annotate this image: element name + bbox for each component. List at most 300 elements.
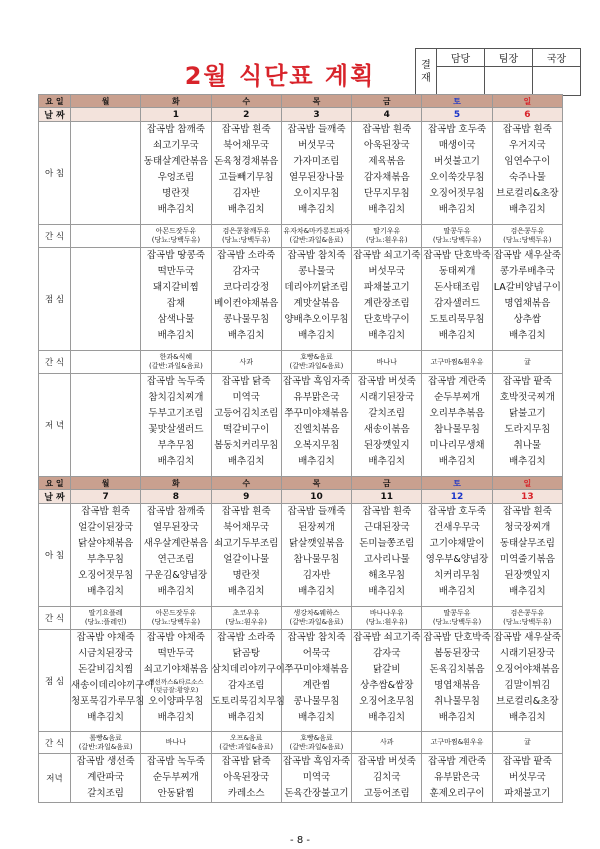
- menu-item: 건새우무국: [434, 522, 480, 533]
- menu-item: (갈반:과일&음료): [148, 362, 203, 370]
- approval-signature[interactable]: [485, 67, 533, 96]
- date-row: [39, 490, 563, 504]
- menu-item: 감자샐러드: [434, 298, 480, 309]
- menu-item: 고들빼기무침: [218, 172, 274, 183]
- menu-item: 부추무침: [157, 440, 195, 451]
- menu-item: 유자차&마카롱트파자: [283, 227, 350, 235]
- lunch-cell: [492, 248, 562, 351]
- menu-item: 삼치데리야끼구이: [211, 664, 285, 675]
- date-cell: [71, 108, 141, 122]
- menu-item: 우거지국: [508, 140, 546, 151]
- menu-item: (갈반:과일&음료): [289, 236, 344, 244]
- dinner-cell: [492, 374, 562, 477]
- snack1-cell: [281, 225, 351, 248]
- menu-item: 데리야끼닭조림: [284, 282, 349, 293]
- breakfast-cell: [492, 504, 562, 607]
- menu-item: 잡곡밥 흰죽: [221, 506, 271, 517]
- menu-item: 바나나우유: [369, 609, 404, 617]
- menu-item: 해초무침: [368, 570, 406, 581]
- menu-item: 호박젓국찌개: [499, 392, 555, 403]
- menu-item: 배추김치: [157, 586, 195, 597]
- dinner-cell: [352, 374, 422, 477]
- menu-item: 배추김치: [368, 204, 406, 215]
- menu-item: (당뇨:당백두유): [503, 236, 552, 244]
- snack2-cell: [422, 732, 492, 754]
- menu-item: 카레소스: [227, 788, 265, 799]
- menu-item: 잡곡밥 소라죽: [217, 632, 276, 643]
- menu-item: 돈갈비김치찜: [78, 664, 134, 675]
- snack2-cell: [211, 732, 281, 754]
- weekday-cell: 금: [352, 477, 422, 490]
- menu-item: (갈반:과일&음료): [289, 742, 344, 751]
- menu-item: 호빵&음료: [300, 353, 333, 361]
- dinner-cell: [422, 374, 492, 477]
- menu-item: 양배추오이무침: [284, 314, 349, 325]
- menu-item: 단무지무침: [363, 188, 410, 199]
- menu-item: 잡곡밥 버섯죽: [357, 756, 416, 767]
- menu-item: 배추김치: [368, 712, 406, 723]
- approval-signature[interactable]: [533, 67, 581, 96]
- menu-item: 배추김치: [298, 204, 335, 215]
- menu-item: 오복지무침: [293, 440, 340, 451]
- snack2-cell: [422, 351, 492, 374]
- snack1-cell: [211, 225, 281, 248]
- dinner-cell: [281, 754, 351, 803]
- breakfast-cell: [141, 504, 211, 607]
- menu-item: 배추김치: [87, 586, 124, 597]
- menu-item: 명란젓: [232, 570, 260, 581]
- breakfast-cell: [211, 504, 281, 607]
- menu-item: 바나나: [165, 738, 187, 746]
- menu-item: 버섯불고기: [434, 156, 480, 167]
- lunch-row: [39, 630, 563, 732]
- snack2-cell: [141, 351, 211, 374]
- snack1-label: 간 식: [39, 225, 71, 248]
- menu-item: 닭곰탕: [232, 648, 260, 659]
- menu-item: 귤: [523, 738, 531, 746]
- dinner-cell: [71, 754, 141, 803]
- menu-item: 숙주나물: [508, 172, 546, 183]
- weekday-cell: 일: [492, 95, 562, 108]
- menu-item: 배추김치: [438, 204, 476, 215]
- snack1-cell: [352, 607, 422, 630]
- menu-item: 콩나물무침: [293, 696, 340, 707]
- menu-item: 잡곡밥 흰죽: [81, 506, 131, 517]
- snack2-cell: [141, 732, 211, 754]
- menu-item: 미나리무생채: [429, 440, 485, 451]
- menu-item: 명란젓: [162, 188, 190, 199]
- menu-item: (갈반:과일&음료): [289, 618, 344, 626]
- breakfast-cell: [71, 504, 141, 607]
- menu-item: 김치국: [373, 772, 401, 783]
- menu-item: 영우부&양념장: [425, 554, 489, 565]
- menu-item: 김말이튀김: [504, 680, 551, 691]
- menu-item: (당뇨:당백두유): [432, 618, 482, 626]
- snack2-cell: [211, 351, 281, 374]
- snack1-cell: [71, 607, 141, 630]
- breakfast-row: [39, 504, 563, 607]
- menu-item: (당뇨:플레인): [84, 618, 127, 626]
- menu-item: 배추김치: [227, 204, 265, 215]
- menu-item: 잡곡밥 닭죽: [221, 376, 271, 387]
- date-label: 날 짜: [39, 490, 71, 504]
- menu-item: 동태살무조림: [499, 538, 555, 549]
- menu-item: 콩나물국: [298, 266, 335, 277]
- menu-item: 임연수구이: [504, 156, 551, 167]
- menu-item: 배추김치: [508, 586, 546, 597]
- menu-item: 호빵&음료: [300, 733, 333, 742]
- menu-item: 오프&음료: [229, 733, 263, 742]
- page-title: 2월 식단표 계획: [184, 62, 376, 90]
- menu-item: 참치김치찌개: [148, 392, 204, 403]
- menu-item: 배추김치: [298, 330, 335, 341]
- menu-item: 계란파국: [87, 772, 124, 783]
- breakfast-cell: [492, 122, 562, 225]
- menu-item: 배추김치: [368, 330, 406, 341]
- snack1-label: 간 식: [39, 607, 71, 630]
- menu-item: 도토리묵김치무침: [211, 696, 285, 707]
- menu-item: 새송이데리야끼구이: [71, 680, 154, 691]
- menu-item: 잡곡밥 호두죽: [428, 506, 487, 517]
- snack2-cell: [492, 732, 562, 754]
- menu-item: 버섯무국: [298, 140, 335, 151]
- menu-item: (당뇨:당백두유): [151, 236, 201, 244]
- menu-item: 돈미늘쫑조림: [359, 538, 415, 549]
- menu-item: 아몬드잣두유: [155, 227, 197, 235]
- menu-item: 청국장찌개: [504, 522, 551, 533]
- menu-item: 잡곡밥 새우살죽: [493, 250, 561, 261]
- menu-item: 잡곡밥 녹두죽: [146, 756, 205, 767]
- menu-item: 잡곡밥 들깨죽: [287, 124, 346, 135]
- snack2-cell: [352, 732, 422, 754]
- menu-item: 명엽채볶음: [434, 680, 480, 691]
- menu-item: 감자채볶음: [363, 172, 410, 183]
- dinner-cell: [211, 754, 281, 803]
- menu-item: 연근조림: [157, 554, 195, 565]
- dinner-label: 저 녁: [39, 374, 71, 477]
- menu-item: 귤: [523, 357, 531, 366]
- menu-item: 취나물무침: [434, 696, 480, 707]
- menu-item: 아욱된장국: [363, 140, 410, 151]
- menu-item: 브로컬리&초장: [496, 696, 559, 707]
- snack2-row: [39, 732, 563, 754]
- date-cell: 2: [211, 108, 281, 122]
- breakfast-cell: [71, 122, 141, 225]
- dinner-cell: [71, 374, 141, 477]
- lunch-cell: [281, 248, 351, 351]
- menu-item: 잡곡밥 참깨죽: [146, 124, 205, 135]
- date-cell: 12: [422, 490, 492, 504]
- weekday-cell: 수: [211, 95, 281, 108]
- breakfast-cell: [281, 504, 351, 607]
- menu-item: 갈치조림: [368, 408, 406, 419]
- menu-item: 시래기된장국: [499, 648, 555, 659]
- lunch-cell: [141, 630, 211, 732]
- lunch-cell: [422, 630, 492, 732]
- menu-item: 도토리묵무침: [429, 314, 485, 325]
- menu-item: 배추김치: [368, 586, 406, 597]
- menu-item: 딸기우유: [373, 227, 401, 235]
- menu-item: 코다리강정: [223, 282, 270, 293]
- menu-item: 참나물무침: [293, 554, 340, 565]
- menu-item: 바나나: [376, 357, 397, 366]
- menu-item: 잡곡밥 들깨죽: [287, 506, 346, 517]
- weekday-row: [39, 477, 563, 490]
- menu-item: 잡곡밥 땅콩죽: [146, 250, 205, 261]
- menu-item: 오징어야채볶음: [495, 664, 560, 675]
- menu-item: 도라지무침: [504, 424, 551, 435]
- dinner-row: [39, 374, 563, 477]
- approval-signature[interactable]: [437, 67, 485, 96]
- menu-item: 감자국: [373, 648, 401, 659]
- menu-item: 잡곡밥 흰죽: [221, 124, 271, 135]
- menu-item: 배추김치: [87, 712, 124, 723]
- menu-item: 상추쌈: [513, 314, 542, 325]
- menu-item: 잡곡밥 참깨죽: [146, 506, 205, 517]
- snack2-cell: [352, 351, 422, 374]
- menu-item: (갈반:과일&음료): [78, 742, 133, 751]
- menu-item: (당뇨:당백두유): [432, 236, 482, 244]
- menu-item: 검은콩참깨두유: [222, 227, 270, 235]
- menu-item: 가자미조림: [293, 156, 340, 167]
- menu-item: 잡곡밥 생선죽: [76, 756, 135, 767]
- weekday-cell: 월: [71, 477, 141, 490]
- date-row: [39, 108, 563, 122]
- snack1-cell: [492, 607, 562, 630]
- menu-item: 떡만두국: [157, 648, 195, 659]
- menu-item: 배추김치: [157, 456, 195, 467]
- menu-item: 고등어김치조림: [214, 408, 279, 419]
- menu-item: 얼갈이나물: [223, 554, 270, 565]
- snack1-cell: [492, 225, 562, 248]
- lunch-label: 점 심: [39, 630, 71, 732]
- snack1-cell: [422, 607, 492, 630]
- dinner-cell: [492, 754, 562, 803]
- menu-item: 버섯무국: [368, 266, 406, 277]
- menu-item: 봄동치커리무침: [214, 440, 279, 451]
- menu-item: 쇠고기야채볶음: [143, 664, 209, 675]
- breakfast-cell: [422, 504, 492, 607]
- menu-item: 매생이국: [438, 140, 476, 151]
- menu-item: 훈제오리구이: [429, 788, 485, 799]
- menu-item: 잡곡밥 버섯죽: [357, 376, 416, 387]
- menu-item: 고구마찜&흰우유: [430, 357, 484, 366]
- breakfast-cell: [352, 122, 422, 225]
- menu-item: 배추김치: [298, 456, 335, 467]
- menu-item: 두부고기조림: [148, 408, 204, 419]
- menu-item: 검은콩두유: [510, 609, 545, 617]
- snack1-row: [39, 607, 563, 630]
- menu-item: 잡곡밥 흰죽: [362, 124, 412, 135]
- snack1-cell: [422, 225, 492, 248]
- menu-item: 베이컨야채볶음: [214, 298, 279, 309]
- weekday-cell: 월: [71, 95, 141, 108]
- weekday-cell: 일: [492, 477, 562, 490]
- menu-item: 잡곡밥 단호박죽: [423, 250, 491, 261]
- menu-item: 배추김치: [298, 712, 335, 723]
- menu-item: 잡곡밥 계란죽: [428, 756, 487, 767]
- menu-item: 잡곡밥 계란죽: [428, 376, 487, 387]
- menu-item: 쭈꾸미야채볶음: [284, 664, 349, 675]
- menu-item: 잡곡밥 녹두죽: [146, 376, 205, 387]
- approval-label: 결재: [416, 49, 437, 96]
- menu-item: 배추김치: [227, 586, 265, 597]
- menu-item: 생강차&웨하스: [293, 609, 340, 617]
- menu-item: 오이양파무침: [148, 696, 204, 707]
- menu-item: (당뇨:당백두유): [503, 618, 552, 626]
- dinner-cell: [211, 374, 281, 477]
- breakfast-cell: [352, 504, 422, 607]
- lunch-cell: [281, 630, 351, 732]
- menu-item: 잡곡밥 흰죽: [502, 124, 552, 135]
- menu-item: 된장깻잎지: [504, 570, 551, 581]
- menu-item: 잡곡밥 야채죽: [146, 632, 205, 643]
- snack2-cell: [71, 351, 141, 374]
- lunch-cell: [211, 630, 285, 732]
- date-cell: 13: [492, 490, 562, 504]
- menu-item: (당뇨:흰우유): [365, 618, 408, 626]
- menu-item: 생선까스&타르소스: [148, 678, 204, 686]
- snack1-row: [39, 225, 563, 248]
- menu-item: 닭살야채볶음: [78, 538, 134, 549]
- date-cell: 4: [352, 108, 422, 122]
- menu-item: 배추김치: [508, 712, 546, 723]
- menu-item: 닭갈비: [373, 664, 401, 675]
- date-label: 날 짜: [39, 108, 71, 122]
- snack2-cell: [492, 351, 562, 374]
- menu-item: 검은콩두유: [510, 227, 545, 235]
- menu-item: 계란장조림: [363, 298, 410, 309]
- menu-item: 구운김&양념장: [144, 570, 208, 581]
- date-cell: 11: [352, 490, 422, 504]
- menu-item: 잡곡밥 참치죽: [287, 250, 346, 261]
- menu-item: 아몬드잣두유: [155, 609, 197, 617]
- menu-item: 쇠고기무국: [152, 140, 199, 151]
- menu-item: 순두부찌개: [152, 772, 199, 783]
- menu-item: 고등어조림: [363, 788, 410, 799]
- menu-item: (당뇨:당백두유): [151, 618, 201, 626]
- menu-item: 잡곡밥 쇠고기죽: [353, 250, 421, 261]
- menu-item: 북어채무국: [223, 522, 270, 533]
- menu-item: 안동닭찜: [157, 788, 195, 799]
- menu-item: 제육볶음: [368, 156, 406, 167]
- day-label: 요 일: [39, 477, 71, 490]
- menu-item: (당뇨:흰우유): [225, 618, 268, 626]
- menu-item: 잡곡밥 흰죽: [502, 506, 552, 517]
- menu-item: 고사리나물: [363, 554, 410, 565]
- menu-item: 꽃맛살샐러드: [148, 424, 204, 435]
- menu-item: 진엘치볶음: [293, 424, 340, 435]
- snack2-cell: [71, 732, 141, 754]
- dinner-label: 저녁: [39, 754, 71, 803]
- dinner-row: [39, 754, 563, 803]
- menu-item: 오리부추볶음: [429, 408, 485, 419]
- menu-item: 한과&식혜: [159, 353, 193, 361]
- menu-item: 닭불고기: [508, 408, 546, 419]
- menu-item: 잡곡밥 닭죽: [221, 756, 271, 767]
- menu-item: 쭈꾸미야채볶음: [284, 408, 349, 419]
- menu-item: 닭살깻잎볶음: [288, 538, 345, 549]
- menu-item: 콩가루배추국: [499, 266, 555, 277]
- menu-item: 콩나물무침: [223, 314, 270, 325]
- snack1-cell: [281, 607, 351, 630]
- weekday-cell: 화: [141, 95, 211, 108]
- menu-item: 오징어젓무침: [429, 188, 485, 199]
- lunch-cell: [492, 630, 562, 732]
- menu-item: 배추김치: [508, 204, 546, 215]
- menu-item: 딸콩두유: [443, 609, 471, 617]
- menu-item: 미역줄기볶음: [499, 554, 555, 565]
- menu-item: 봄동된장국: [434, 648, 480, 659]
- date-cell: 10: [281, 490, 351, 504]
- menu-item: 잡곡밥 소라죽: [217, 250, 276, 261]
- menu-item: 유부맑은국: [293, 392, 340, 403]
- weekday-row: [39, 95, 563, 108]
- menu-item: 잡곡밥 팥죽: [502, 376, 552, 387]
- menu-item: 부추무침: [87, 554, 124, 565]
- menu-item: 김자반: [232, 188, 260, 199]
- menu-item: 갈치조림: [87, 788, 124, 799]
- menu-item: 딸콩두유: [443, 227, 471, 235]
- date-cell: 8: [141, 490, 211, 504]
- dinner-cell: [422, 754, 492, 803]
- snack2-label: 간 식: [39, 732, 71, 754]
- menu-item: 계맛살볶음: [293, 298, 340, 309]
- date-cell: 5: [422, 108, 492, 122]
- menu-item: 돈육간장불고기: [284, 788, 349, 799]
- menu-item: 돈육김치볶음: [429, 664, 485, 675]
- menu-item: 미역국: [302, 772, 331, 783]
- page-number: - 8 -: [290, 835, 310, 846]
- menu-item: 파채불고기: [363, 282, 410, 293]
- menu-item: 잡곡밥 흑임자죽: [282, 376, 351, 387]
- approval-box: [415, 48, 581, 96]
- breakfast-label: 아 침: [39, 122, 71, 225]
- date-cell: 9: [211, 490, 281, 504]
- lunch-cell: [352, 630, 422, 732]
- day-label: 요 일: [39, 95, 71, 108]
- menu-item: 얼갈이된장국: [78, 522, 134, 533]
- breakfast-cell: [422, 122, 492, 225]
- menu-item: 버섯무국: [508, 772, 546, 783]
- menu-item: 배추김치: [508, 330, 546, 341]
- menu-item: 배추김치: [227, 330, 265, 341]
- menu-item: 돼지갈비찜: [152, 282, 199, 293]
- weekday-cell: 목: [281, 477, 351, 490]
- menu-item: 근대된장국: [363, 522, 410, 533]
- menu-item: (갈반:과일&음료): [219, 742, 274, 751]
- menu-item: 배추김치: [438, 586, 476, 597]
- menu-item: 계란찜: [302, 680, 331, 691]
- menu-item: 잡곡밥 쇠고기죽: [353, 632, 421, 643]
- menu-item: 잡채: [166, 298, 186, 309]
- menu-item: 파채불고기: [504, 788, 551, 799]
- menu-item: 사과: [239, 357, 253, 366]
- lunch-cell: [352, 248, 422, 351]
- menu-item: 상추쌈&쌈장: [360, 680, 414, 691]
- dinner-cell: [352, 754, 422, 803]
- menu-item: (당뇨:흰우유): [365, 236, 408, 244]
- menu-item: 순두부찌개: [434, 392, 480, 403]
- breakfast-cell: [141, 122, 211, 225]
- menu-item: 참나물무침: [434, 424, 480, 435]
- weekday-cell: 금: [352, 95, 422, 108]
- menu-item: 고구마찜&흰우유: [430, 738, 484, 746]
- lunch-cell: [211, 248, 281, 351]
- menu-item: 배추김치: [438, 712, 476, 723]
- menu-item: 배추김치: [438, 456, 476, 467]
- menu-item: 유부맑은국: [434, 772, 480, 783]
